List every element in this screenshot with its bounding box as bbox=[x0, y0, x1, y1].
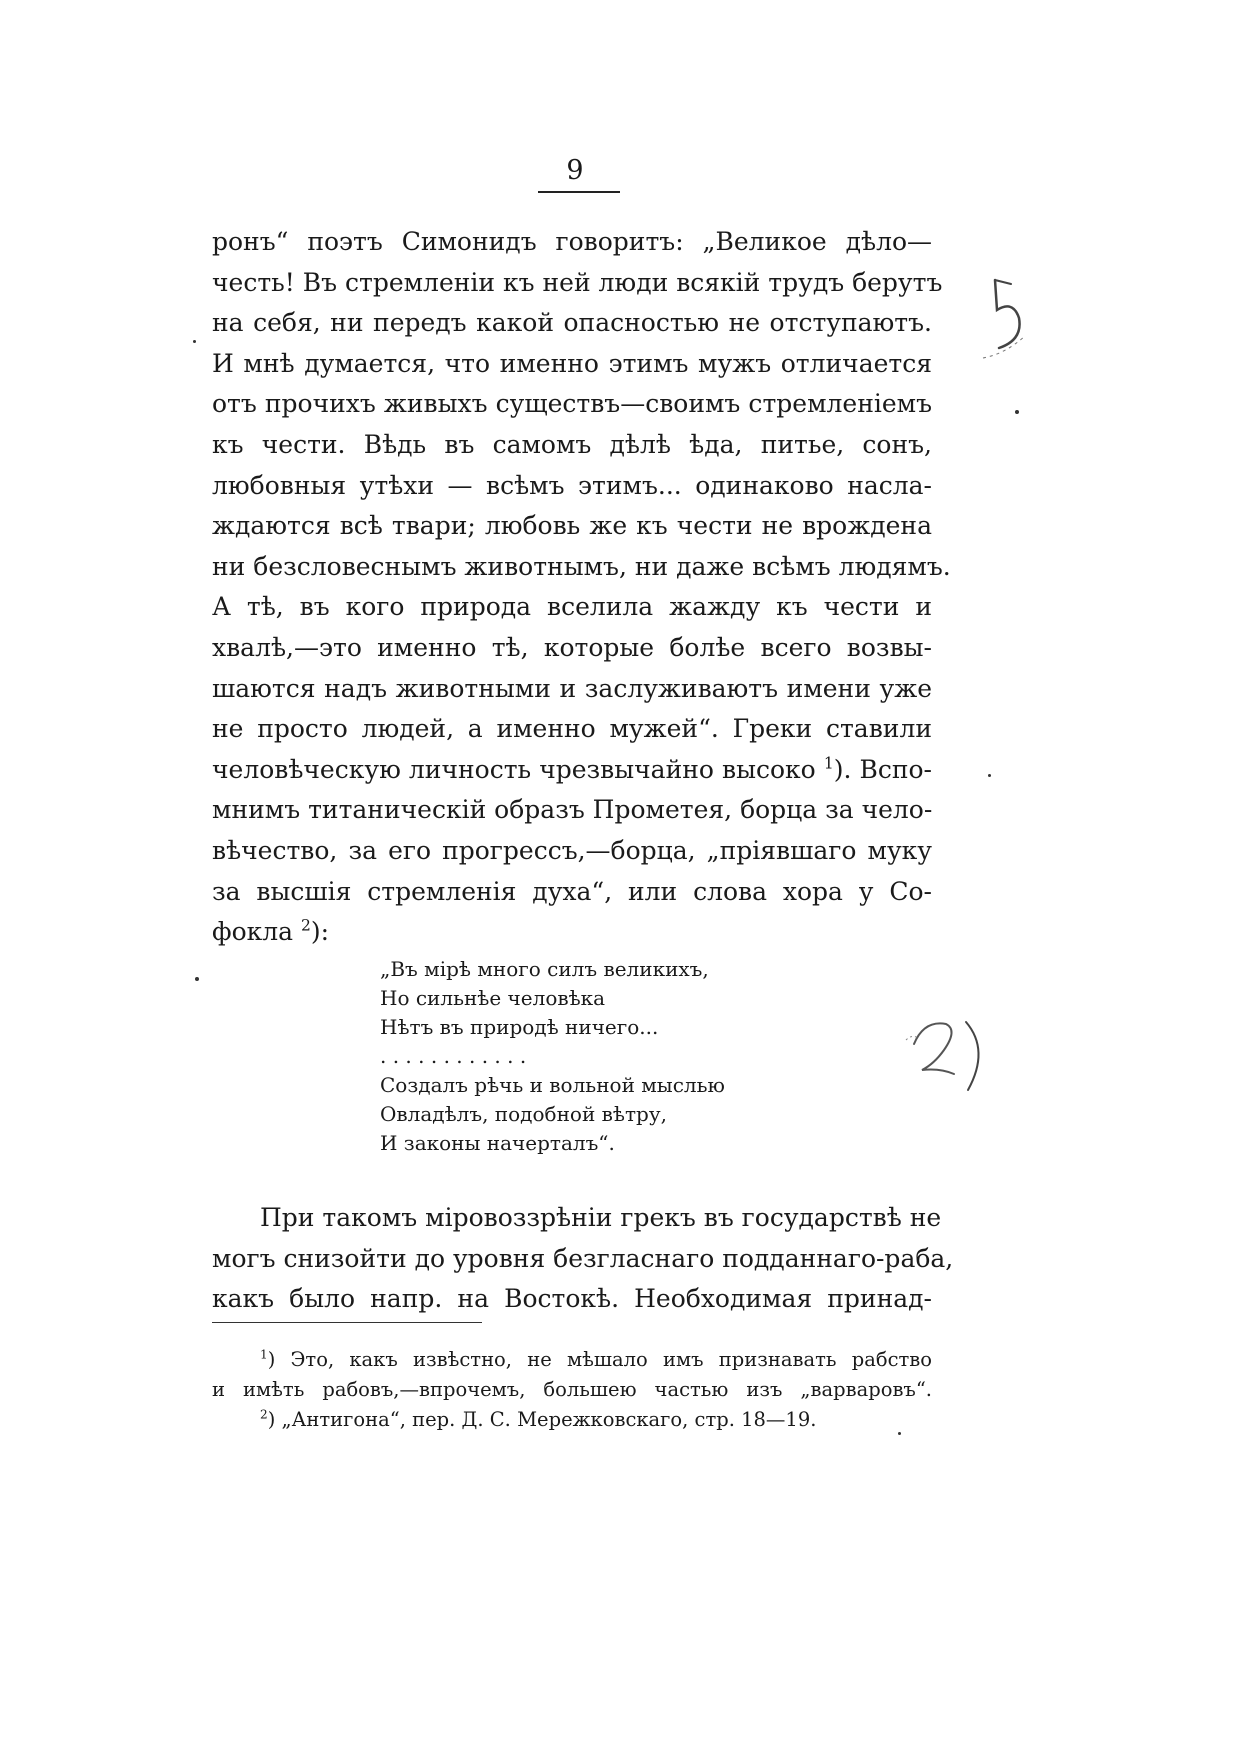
poem-ellipsis: . . . . . . . . . . . . bbox=[380, 1044, 527, 1068]
footnote-2 bbox=[212, 1405, 932, 1435]
text-line: ронъ“ поэтъ Симонидъ говоритъ: „Великое дѣло— bbox=[212, 227, 932, 256]
text-line: ждаются всѣ твари; любовь же къ чести не врождена bbox=[212, 511, 932, 541]
text-fragment: человѣческую личность чрезвычайно высоко bbox=[212, 754, 816, 784]
ink-speck bbox=[1015, 410, 1019, 414]
text-fragment: ): bbox=[310, 917, 330, 947]
handwritten-margin-note-5 bbox=[975, 270, 1045, 370]
text-line: При такомъ міровоззрѣніи грекъ въ государствѣ не bbox=[260, 1203, 942, 1232]
page-number-rule bbox=[538, 191, 620, 193]
text-line: И мнѣ думается, что именно этимъ мужъ отличается bbox=[212, 348, 932, 378]
footnote-1-continued bbox=[212, 1375, 932, 1405]
text-line: ни безсловеснымъ животнымъ, ни даже всѣмъ людямъ. bbox=[212, 551, 951, 581]
text-line: за высшія стремленія духа“, или слова хора у Со- bbox=[212, 876, 932, 906]
handwritten-margin-note-2 bbox=[900, 1010, 995, 1105]
text-line: какъ было напр. на Востокѣ. Необходимая принад- bbox=[212, 1284, 932, 1314]
text-line: на себя, ни передъ какой опасностью не отступаютъ. bbox=[212, 308, 932, 338]
text-line: не просто людей, а именно мужей“. Греки ставили bbox=[212, 714, 932, 744]
poem-line: И законы начерталъ“. bbox=[380, 1131, 615, 1155]
paragraph-2 bbox=[212, 1198, 954, 1320]
poem-line: Нѣтъ въ природѣ ничего... bbox=[380, 1015, 659, 1039]
footnote-text: ) „Антигона“, пер. Д. С. Мережковскаго, стр. 18—19. bbox=[267, 1408, 817, 1431]
footnote-mark: 2 bbox=[260, 1407, 268, 1422]
margin-note-text: 2) bbox=[900, 1010, 902, 1011]
ink-speck bbox=[195, 977, 199, 981]
ink-speck bbox=[193, 340, 196, 343]
margin-note-text: 5 bbox=[975, 270, 976, 271]
text-fragment: фокла bbox=[212, 917, 301, 947]
text-line: могъ снизойти до уровня безгласнаго подданнаго-раба, bbox=[212, 1243, 954, 1273]
text-line: хвалѣ,—это именно тѣ, которые болѣе всего возвы- bbox=[212, 632, 932, 662]
text-fragment: ). Вспо- bbox=[833, 754, 932, 784]
footnotes bbox=[212, 1345, 932, 1435]
footnote-mark: 1 bbox=[260, 1347, 268, 1362]
text-line-with-footnote-ref bbox=[212, 750, 932, 791]
text-line: шаются надъ животными и заслуживаютъ имени уже bbox=[212, 673, 932, 703]
footnote-divider bbox=[212, 1322, 482, 1323]
text-line: мнимъ титаническій образъ Прометея, борца за чело- bbox=[212, 795, 933, 825]
footnote-ref-2: 2 bbox=[300, 916, 311, 935]
text-line: любовныя утѣхи — всѣмъ этимъ... одинаково насла- bbox=[212, 470, 932, 500]
page-number: 9 bbox=[566, 155, 584, 186]
poem-line: Создалъ рѣчь и вольной мыслью bbox=[380, 1073, 725, 1097]
ink-speck bbox=[988, 774, 991, 777]
ink-speck bbox=[898, 1432, 901, 1435]
poem-line: Но сильнѣе человѣка bbox=[380, 986, 606, 1010]
footnote-text: и имѣть рабовъ,—впрочемъ, большею частью изъ „варваровъ“. bbox=[212, 1378, 932, 1401]
text-line: честь! Въ стремленіи къ ней люди всякій трудъ берутъ bbox=[212, 267, 943, 297]
footnote-ref-1: 1 bbox=[823, 754, 834, 773]
text-line: отъ прочихъ живыхъ существъ—своимъ стремленіемъ bbox=[212, 389, 932, 419]
poem-line: Овладѣлъ, подобной вѣтру, bbox=[380, 1102, 667, 1126]
poem-quote bbox=[380, 955, 800, 1158]
text-line-with-footnote-ref bbox=[212, 912, 932, 953]
text-line: вѣчество, за его прогрессъ,—борца, „пріявшаго муку bbox=[212, 835, 932, 865]
paragraph-1 bbox=[212, 222, 951, 953]
text-line: къ чести. Вѣдь въ самомъ дѣлѣ ѣда, питье, сонъ, bbox=[212, 429, 932, 459]
poem-line: „Въ мірѣ много силъ великихъ, bbox=[380, 957, 709, 981]
footnote-1 bbox=[212, 1345, 932, 1375]
footnote-text: ) Это, какъ извѣстно, не мѣшало имъ признавать рабство bbox=[267, 1348, 932, 1371]
text-line: А тѣ, въ кого природа вселила жажду къ чести и bbox=[212, 592, 932, 622]
